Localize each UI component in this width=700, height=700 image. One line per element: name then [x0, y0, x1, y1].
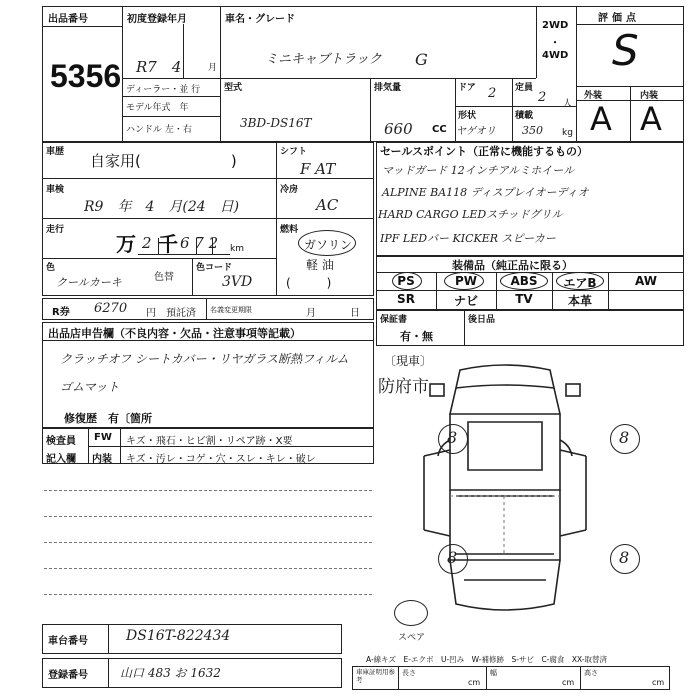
interior-check-label: 内装 — [92, 454, 112, 465]
equip-airbag: エアB — [563, 276, 597, 290]
sales-point-line-3: HARD CARGO LEDスチッドグリル — [378, 208, 563, 221]
tire-front-right-mark: 8 — [619, 428, 630, 447]
shift-label: シフト — [280, 147, 308, 157]
equip-sr: SR — [397, 292, 415, 306]
interior-grade: A — [640, 100, 662, 138]
interior-label: 内装 — [640, 91, 659, 101]
registration-label: 登録番号 — [48, 670, 88, 681]
equip-pw: PW — [454, 274, 478, 288]
damage-legend: A-線キズ E-エクボ U-凹み W-補修跡 S-サビ C-腐食 XX-取替済 — [366, 655, 607, 664]
recycle-deposit: 預託済 — [166, 308, 196, 319]
guarantee-label: 保証書 — [380, 315, 408, 325]
recycle-month: 月 — [306, 308, 316, 319]
notes-line-2: ゴムマット — [60, 380, 120, 394]
equip-airbag-circle — [556, 272, 604, 290]
mileage-2: 2 — [142, 234, 152, 252]
sales-point-line-1: マッドガード 12インチアルミホイール — [382, 164, 575, 177]
rear-item-label: 後日品 — [468, 315, 496, 325]
first-reg-label: 初度登録年月 — [127, 14, 187, 25]
car-name-label: 車名・グレード — [225, 14, 295, 25]
recycle-unit: 円 — [146, 308, 156, 319]
eval-label: 評価点 — [598, 13, 640, 24]
month-unit: 月 — [208, 63, 218, 73]
sales-point-line-4: IPF LEDバー KICKER スピーカー — [380, 232, 556, 245]
exterior-label: 外装 — [584, 91, 603, 101]
load-label: 積載 — [515, 111, 534, 121]
equip-aw: AW — [635, 274, 657, 288]
fuel-label: 燃料 — [280, 225, 299, 235]
registration-value: 山口 483 お 1632 — [120, 666, 221, 680]
fw-items: キズ・飛石・ヒビ割・リペア跡・X要 — [126, 436, 293, 447]
exterior-grade: A — [590, 100, 612, 138]
mileage-sen: 千 — [158, 232, 178, 256]
equip-abs: ABS — [510, 274, 538, 288]
height-cm: cm — [652, 678, 665, 687]
history-label: 車歴 — [46, 147, 65, 157]
length-label: 長さ — [402, 669, 416, 677]
door-label: ドア — [458, 83, 476, 93]
color-label: 色 — [46, 263, 56, 273]
fuel-diesel: 軽 油 — [306, 258, 334, 272]
km-unit: km — [230, 244, 244, 254]
color-change-label: 色替 — [154, 272, 174, 283]
lot-number: 5356 — [50, 58, 122, 94]
spare-label: スペア — [398, 633, 426, 643]
shape-value: ヤゲオリ — [456, 126, 496, 137]
equip-ps: PS — [397, 274, 415, 288]
equip-abs-circle — [500, 272, 548, 290]
kg-unit: kg — [562, 128, 573, 138]
interior-items: キズ・汚レ・コゲ・穴・スレ・キレ・破レ — [126, 454, 316, 465]
load-value: 350 — [522, 124, 543, 137]
length-cm: cm — [468, 678, 481, 687]
repair-label: 修復歴 有〔箇所 — [64, 412, 152, 425]
type-value: 3BD-DS16T — [240, 116, 312, 130]
sales-point-title: セールスポイント（正常に機能するもの） — [380, 145, 589, 158]
recycle-row — [42, 298, 374, 320]
displacement-label: 排気量 — [374, 83, 402, 93]
ac-value: AC — [316, 196, 339, 214]
shift-value: F AT — [300, 160, 336, 178]
model-year-label: モデル年式 年 — [126, 103, 189, 113]
dealer-label: ディーラー・並 行 — [126, 85, 201, 95]
history-value: 自家用( ) — [90, 152, 237, 170]
location-label: 〔現車〕 — [384, 354, 433, 368]
drive-dot: ・ — [550, 38, 560, 49]
inspection-value: R9 年 4 月(24 日) — [84, 199, 240, 215]
mileage-rest: 6 7 2 — [180, 234, 219, 252]
recycle-value: 6270 — [94, 301, 128, 316]
fuel-gas: ガソリン — [304, 238, 353, 252]
inspection-label: 車検 — [46, 185, 65, 195]
sales-point-line-2: ALPINE BA118 ディスプレイオーディオ — [382, 186, 589, 199]
color-code-label: 色コード — [196, 263, 233, 273]
door-value: 2 — [488, 86, 497, 101]
equip-pw-circle — [444, 272, 484, 290]
recycle-label: R券 — [52, 307, 70, 318]
tire-front-left-mark: 8 — [447, 428, 458, 447]
equip-ps-circle — [392, 272, 422, 290]
capacity-label: 定員 — [515, 83, 534, 93]
garage-cert-frame — [352, 666, 670, 690]
spare-tire — [394, 600, 428, 626]
inspector-label: 検査員 — [46, 436, 76, 447]
name-change-label: 名義変更期限 — [210, 306, 252, 314]
displacement-value: 660 — [384, 120, 413, 138]
car-diagram — [420, 360, 590, 630]
tire-rear-right-mark: 8 — [619, 548, 630, 567]
equip-leather: 本革 — [567, 294, 592, 308]
recycle-day: 日 — [350, 308, 360, 319]
drive-4wd: 4WD — [542, 50, 569, 61]
chassis-value: DS16T-822434 — [126, 628, 231, 644]
mileage-man: 万 — [116, 232, 136, 256]
color-value: クールカーキ — [56, 276, 122, 289]
entry-label: 記入欄 — [46, 454, 76, 465]
shape-label: 形状 — [458, 111, 477, 121]
first-reg-value: R7 4 — [136, 58, 182, 76]
fw-label: FW — [94, 432, 112, 443]
ac-label: 冷房 — [280, 185, 299, 195]
chassis-label: 車台番号 — [48, 636, 88, 647]
notes-line-1: クラッチオフ シートカバー・リヤガラス断熱フィルム — [60, 352, 349, 366]
notes-title: 出品店申告欄（不良内容・欠品・注意事項等記載） — [48, 327, 301, 340]
lot-label: 出品番号 — [48, 14, 88, 25]
width-cm: cm — [562, 678, 575, 687]
tire-rear-left-mark: 8 — [447, 548, 458, 567]
capacity-unit: 人 — [563, 99, 573, 109]
cc-unit: CC — [432, 124, 447, 135]
fuel-paren: ( ) — [286, 276, 332, 290]
drive-2wd: 2WD — [542, 20, 569, 31]
equip-tv: TV — [515, 292, 533, 306]
type-label: 型式 — [224, 83, 243, 93]
location-value: 防府市 — [378, 377, 429, 397]
capacity-value: 2 — [538, 90, 547, 105]
mileage-label: 走行 — [46, 225, 65, 235]
guarantee-value: 有・無 — [400, 330, 433, 343]
height-label: 高さ — [584, 669, 598, 677]
color-code-value: 3VD — [222, 274, 253, 290]
car-name-value: ミニキャブトラック — [265, 52, 382, 67]
width-label: 幅 — [490, 669, 497, 677]
equip-navi: ナビ — [453, 294, 478, 308]
equipment-title: 装備品（純正品に限る） — [452, 259, 573, 272]
fuel-gas-circle — [298, 230, 356, 256]
grade-value: G — [415, 50, 428, 69]
garage-cert-label: 車庫証明用参考 — [356, 668, 395, 684]
eval-score: S — [612, 26, 639, 75]
handle-label: ハンドル 左・右 — [126, 125, 192, 135]
